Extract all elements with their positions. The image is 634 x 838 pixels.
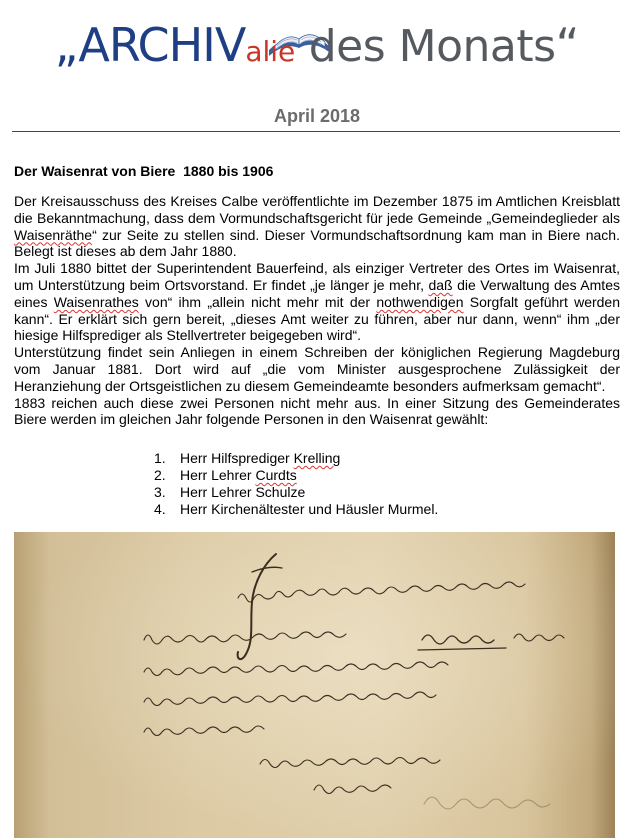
issue-date: April 2018	[273, 106, 361, 126]
list-number: 2.	[154, 466, 166, 483]
member-role: Herr Lehrer Schulze	[180, 483, 306, 500]
article-paragraph	[14, 260, 620, 344]
list-text	[180, 501, 438, 518]
article-paragraph	[14, 344, 620, 394]
text-run: Der Kreisausschuss des Kreises Calbe veröffentlichte im Dezember 1875 im Amtlichen Kreisblatt die Bekanntmachung, dass dem Vormundschaftsgericht für jede Gemeinde „Gemeindeglieder als	[14, 193, 620, 226]
member-role: Herr Hilfsprediger	[180, 450, 294, 466]
member-role: Herr Lehrer	[180, 466, 256, 483]
logo	[0, 18, 634, 72]
list-item	[154, 467, 438, 484]
logo-archiv: ARCHIV	[78, 18, 246, 72]
handwritten-document-photo	[14, 532, 615, 838]
list-text	[180, 467, 297, 484]
logo-close-quote: “	[555, 18, 580, 72]
list-item	[154, 501, 438, 518]
list-text	[180, 484, 305, 501]
text-run: Unterstützung findet sein Anliegen in einem Schreiben der königlichen Regierung Magdeburg vom Januar 1881. Dort wird auf „die vom Minister ausgesprochene Zulässigkeit der Heranziehung der Ortsgeistlichen zu diesem Gemeindeamte besonders aufmerksam gemacht“.	[14, 344, 620, 394]
member-name: Curdts	[255, 466, 297, 483]
logo-des-monats: des Monats	[295, 21, 556, 72]
text-run: die Verwaltung des Amtes eines	[14, 276, 620, 310]
member-role: Herr Kirchenältester und Häusler Murmel.	[180, 500, 439, 517]
article-paragraph	[14, 193, 620, 260]
text-run: 1883 reichen auch diese zwei Personen nicht mehr aus. In einer Sitzung des Gemeinderates Biere werden im gleichen Jahr folgende Personen in den Waisenrat gewählt:	[14, 394, 620, 428]
flagged-word: Waisenräthe	[14, 226, 93, 243]
member-name: Krelling	[293, 450, 341, 466]
article-body	[14, 193, 620, 428]
list-number: 1.	[154, 450, 166, 466]
list-item	[154, 450, 438, 467]
list-number: 3.	[154, 483, 166, 500]
text-run: “ zur Seite zu stellen sind. Dieser Vormundschaftsordnung kam man in Biere nach. Belegt ist dieses ab dem Jahr 1880.	[14, 226, 620, 260]
list-text	[180, 450, 340, 467]
article-title: Der Waisenrat von Biere 1880 bis 1906	[14, 163, 274, 179]
handwriting-strokes	[14, 532, 615, 838]
text-run: Sorgfalt geführt werden kann“. Er erklärt sich gern bereit, „dieses Amt weiter zu führen, aber nur dann, wenn“ ihm „der hiesige Hilfsprediger als Stellvertreter beigegeben wird“.	[14, 293, 620, 344]
text-run: Im Juli 1880 bittet der Superintendent Bauerfeind, als einziger Vertreter des Ortes im Waisenrat, um Unterstützung beim Ortsvorstand. Er findet „je länger je mehr,	[14, 260, 620, 293]
flagged-word: Waisenrathes	[53, 293, 139, 310]
flagged-word: daß	[428, 276, 453, 293]
logo-alie: alie	[245, 35, 296, 68]
text-run: von“ ihm „allein nicht mehr mit der	[138, 293, 377, 310]
header-divider	[12, 131, 620, 132]
masthead	[0, 0, 634, 100]
list-number: 4.	[154, 500, 166, 517]
logo-open-quote: „	[54, 18, 79, 72]
member-list	[154, 450, 438, 518]
article-paragraph	[14, 395, 620, 429]
list-item	[154, 484, 438, 501]
flagged-word: nothwendigen	[376, 293, 464, 310]
